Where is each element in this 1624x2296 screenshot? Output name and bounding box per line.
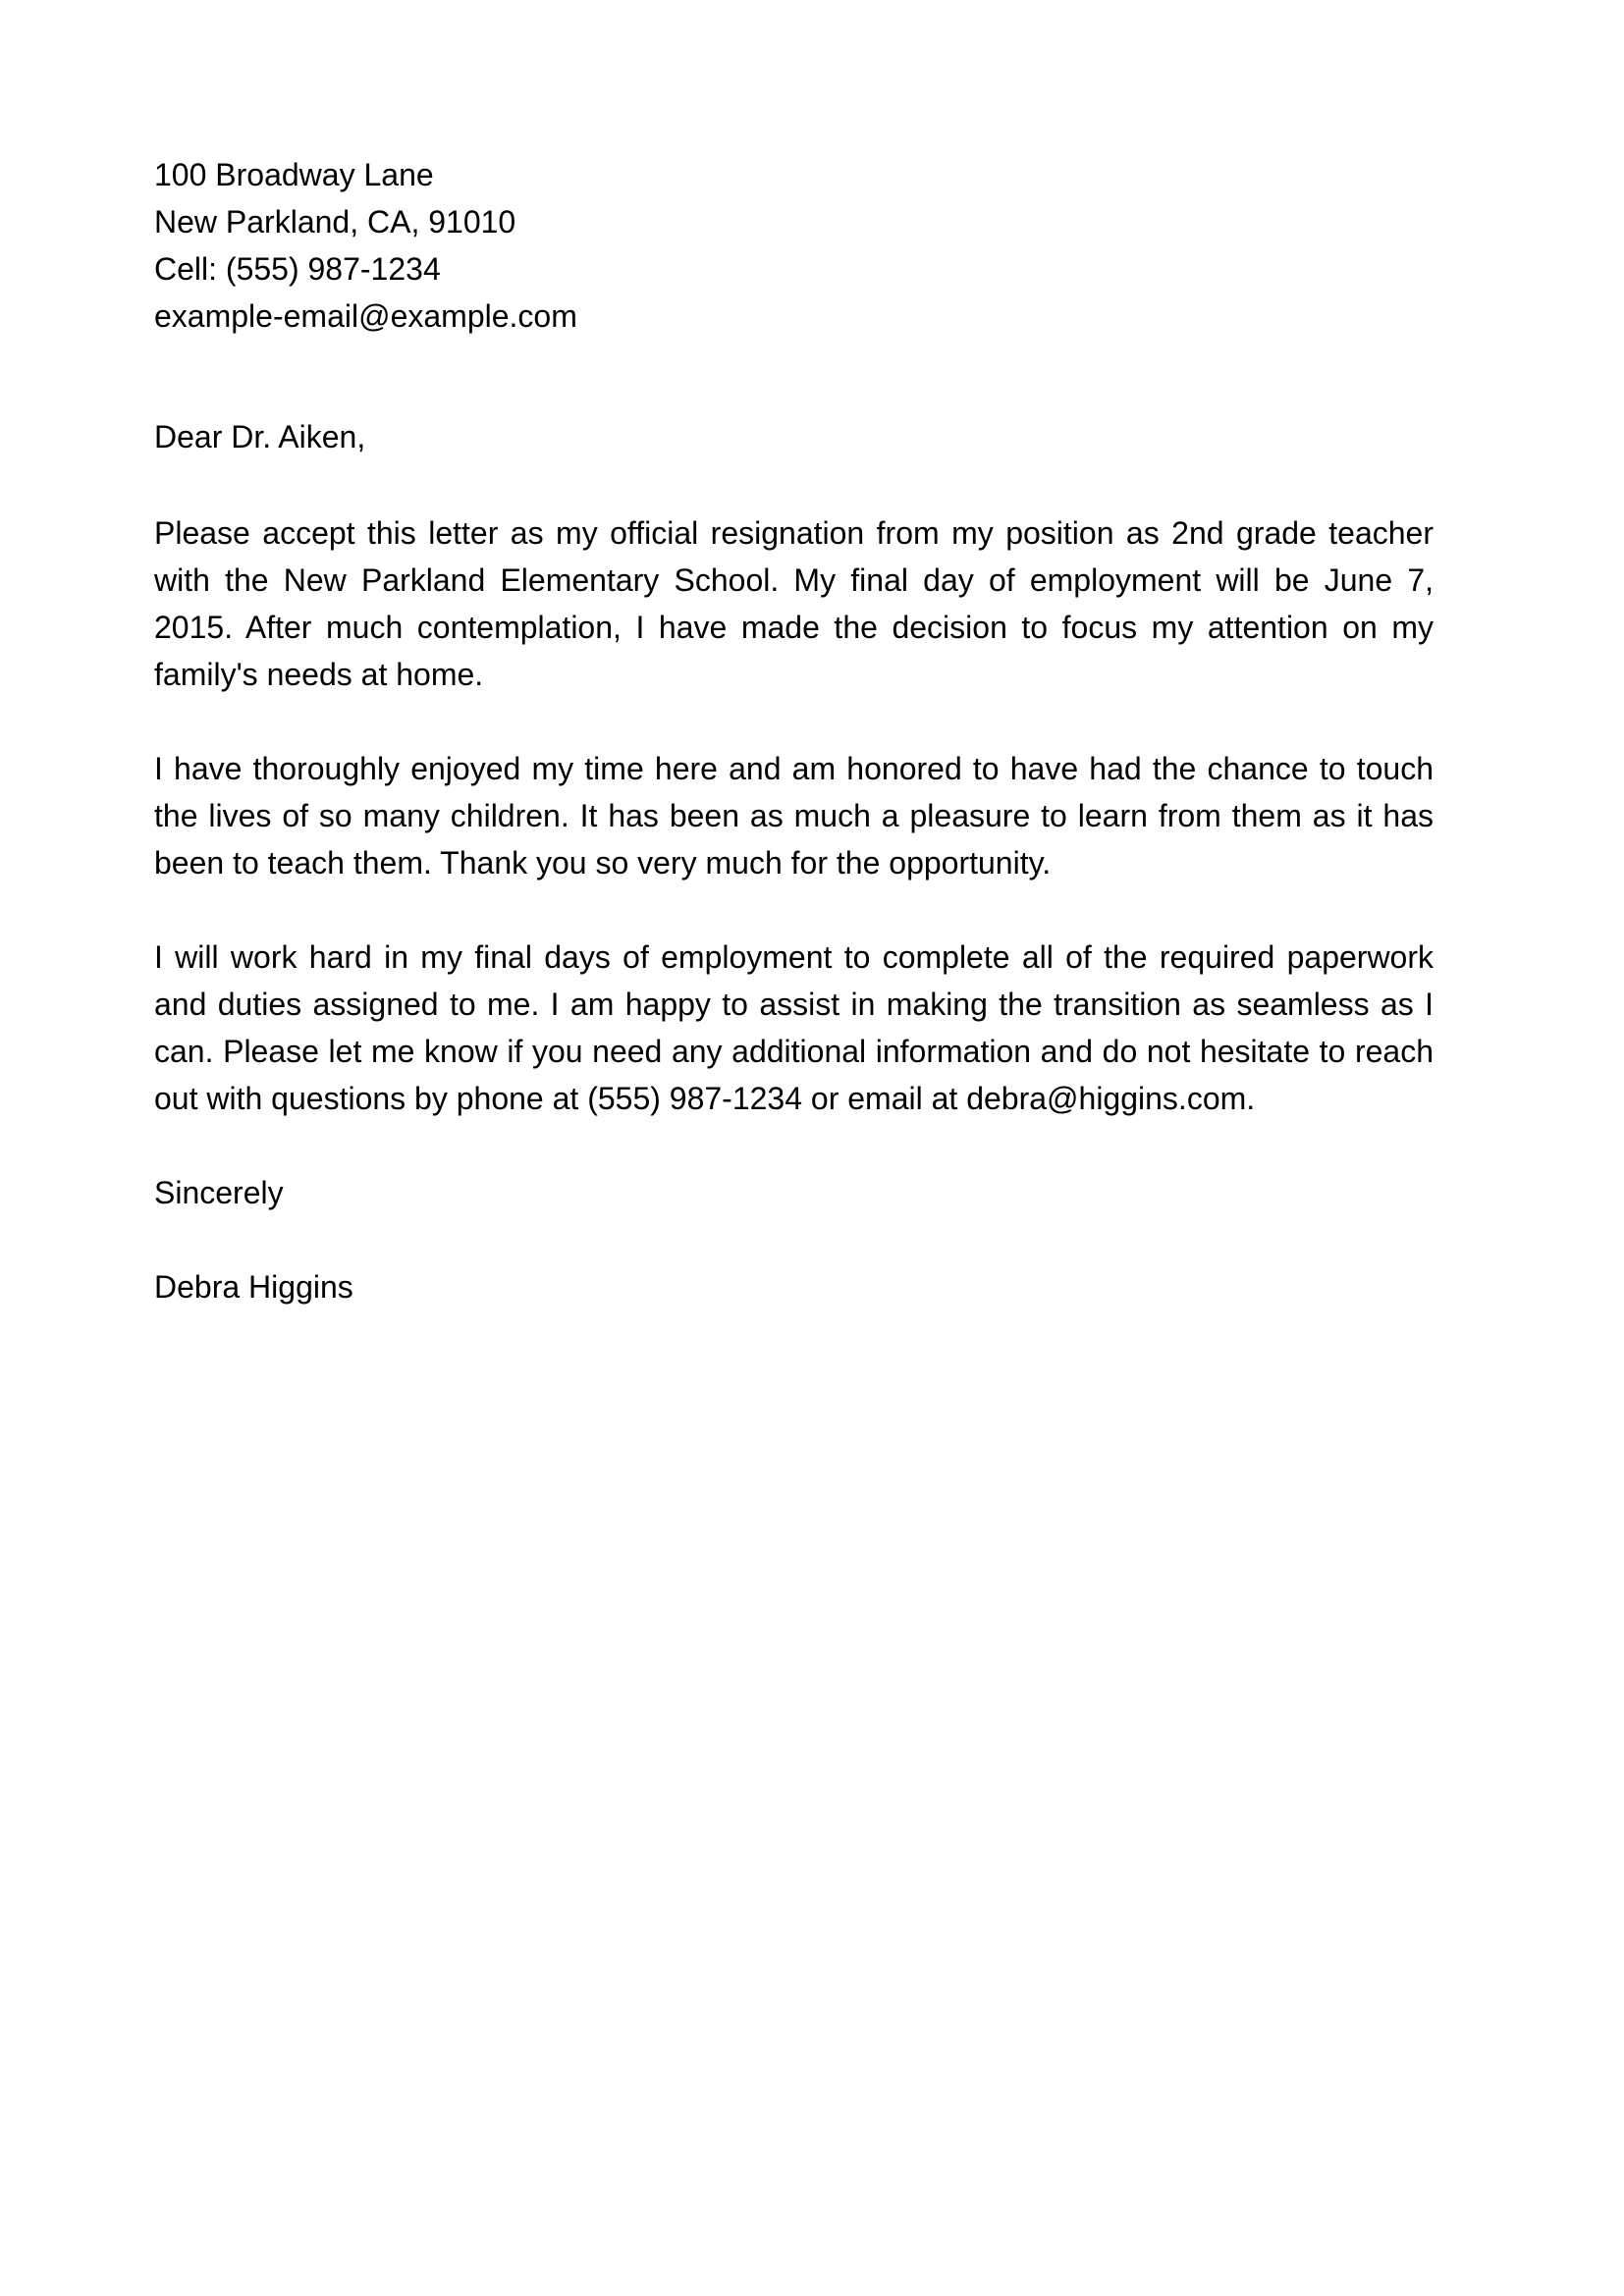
closing: Sincerely — [154, 1175, 284, 1210]
body-paragraph-1: Please accept this letter as my official resignation from my position as 2nd grade teacher with the New Parkland Elementary School. My final day of employment will be June 7, 2015. After much contemplation, I have made the decision to focus my attention on my family's needs at home. — [154, 515, 1434, 692]
body-paragraph-3: I will work hard in my final days of employment to complete all of the required paperwork and duties assigned to me. I am happy to assist in making the transition as seamless as I can. Please let me know if you need any additional information and do not hesitate to reach out with questions by phone at (555) 987-1234 or email at debra@higgins.com. — [154, 939, 1434, 1116]
sender-phone: Cell: (555) 987-1234 — [154, 251, 441, 287]
sender-address-line1: 100 Broadway Lane — [154, 157, 434, 192]
sender-address-line2: New Parkland, CA, 91010 — [154, 204, 516, 240]
sender-contact-block — [154, 151, 1434, 340]
signature-name: Debra Higgins — [154, 1269, 353, 1305]
body-paragraph-2: I have thoroughly enjoyed my time here and am honored to have had the chance to touch the lives of so many children. It has been as much a pleasure to learn from them as it has been to teach them. Thank you so very much for the opportunity. — [154, 751, 1434, 881]
sender-email: example-email@example.com — [154, 298, 577, 334]
salutation: Dear Dr. Aiken, — [154, 419, 366, 454]
letter-content — [154, 151, 1434, 1310]
